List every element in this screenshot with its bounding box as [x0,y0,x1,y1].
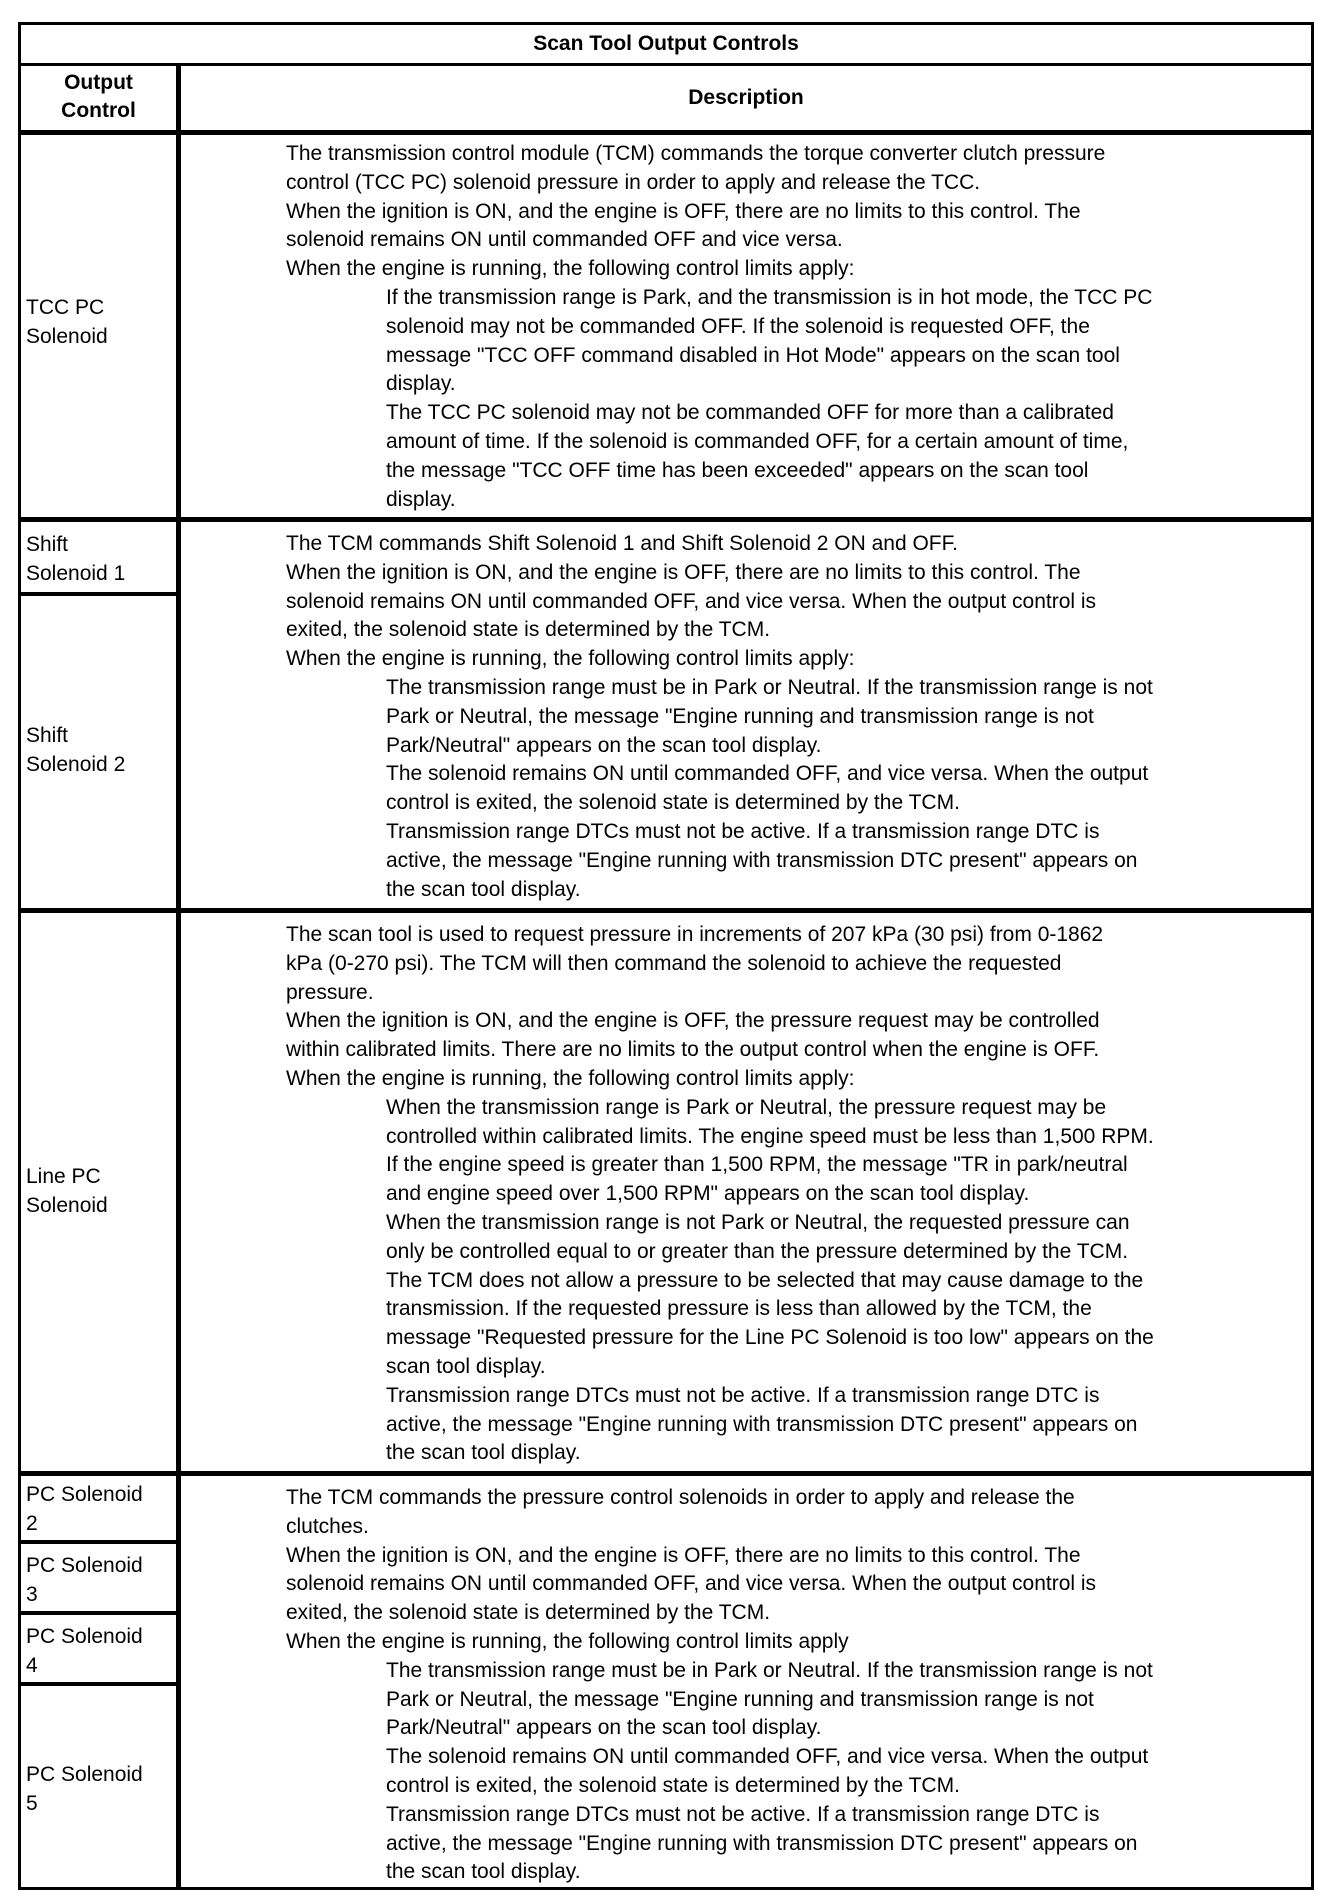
desc-line: Transmission range DTCs must not be active. If a transmission range DTC is [386,819,1100,843]
label-shift-solenoid-1 [21,530,176,588]
desc-line: When the ignition is ON, and the engine is OFF, there are no limits to this control. The [286,199,1081,223]
description-shift-solenoids [286,530,1153,904]
desc-line: When the engine is running, the following control limits apply: [286,647,855,671]
column-divider [176,66,181,1887]
label-tcc-pc-solenoid [21,293,176,351]
desc-line: The transmission control module (TCM) commands the torque converter clutch pressure [286,142,1106,165]
label-line: Shift [26,724,69,747]
desc-line: solenoid remains ON until commanded OFF, and vice versa. When the output control is [286,1572,1097,1596]
desc-line: When the ignition is ON, and the engine is OFF, the pressure request may be controlled [286,1009,1100,1033]
header-output-control [21,69,176,125]
desc-line: transmission. If the requested pressure is less than allowed by the TCM, the [386,1297,1092,1321]
desc-line: If the engine speed is greater than 1,500 RPM, the message "TR in park/neutral [386,1153,1128,1177]
label-line: 5 [26,1792,38,1815]
header-output-control-line2: Control [61,99,136,122]
subdivider-pc3 [21,1611,178,1615]
header-description: Description [688,86,804,109]
subdivider-pc4 [21,1682,178,1686]
row-divider-shift [21,908,1311,913]
label-line: Shift [26,533,69,556]
label-line: Solenoid [26,1194,108,1217]
desc-line: display. [386,487,456,511]
desc-line: clutches. [286,1514,369,1538]
desc-line: active, the message "Engine running with transmission DTC present" appears on [386,848,1138,872]
desc-line: When the engine is running, the following control limits apply [286,1629,849,1653]
desc-line: Park/Neutral" appears on the scan tool display. [386,733,822,757]
desc-line: message "Requested pressure for the Line PC Solenoid is too low" appears on the [386,1326,1154,1350]
desc-line: the message "TCC OFF time has been exceeded" appears on the scan tool [386,458,1089,482]
desc-line: amount of time. If the solenoid is commanded OFF, for a certain amount of time, [386,429,1129,453]
desc-line: When the ignition is ON, and the engine is OFF, there are no limits to this control. The [286,1543,1081,1567]
desc-line: control is exited, the solenoid state is determined by the TCM. [386,1773,960,1797]
desc-line: The TCM commands the pressure control solenoids in order to apply and release the [286,1486,1075,1509]
header-output-control-line1: Output [64,71,133,94]
label-line: TCC PC [26,296,105,319]
label-line: Solenoid [26,325,108,348]
label-pc-solenoid-5 [21,1760,176,1818]
row-divider-tcc [21,517,1311,522]
subdivider-pc2 [21,1540,178,1544]
desc-line: display. [386,372,456,396]
desc-line: Park or Neutral, the message "Engine running and transmission range is not [386,704,1094,728]
desc-line: Transmission range DTCs must not be active. If a transmission range DTC is [386,1383,1100,1407]
desc-line: When the ignition is ON, and the engine is OFF, there are no limits to this control. The [286,560,1081,584]
label-line: Solenoid 1 [26,562,126,585]
desc-line: Park or Neutral, the message "Engine running and transmission range is not [386,1687,1094,1711]
desc-line: The solenoid remains ON until commanded OFF, and vice versa. When the output [386,1745,1149,1769]
desc-line: The transmission range must be in Park or Neutral. If the transmission range is not [386,1658,1153,1682]
desc-line: The solenoid remains ON until commanded OFF, and vice versa. When the output [386,762,1149,786]
desc-line: When the transmission range is not Park or Neutral, the requested pressure can [386,1210,1130,1234]
desc-line: When the transmission range is Park or Neutral, the pressure request may be [386,1095,1107,1119]
desc-line: The TCM does not allow a pressure to be selected that may cause damage to the [386,1268,1144,1292]
scan-tool-output-controls-table [18,22,1314,1890]
desc-line: and engine speed over 1,500 RPM" appears on the scan tool display. [386,1182,1030,1206]
label-pc-solenoid-3 [21,1551,176,1609]
desc-line: solenoid may not be commanded OFF. If the solenoid is requested OFF, the [386,314,1090,338]
desc-line: The transmission range must be in Park or Neutral. If the transmission range is not [386,675,1153,699]
desc-line: exited, the solenoid state is determined by the TCM. [286,618,771,642]
label-line: 3 [26,1583,38,1606]
label-line: PC Solenoid [26,1483,143,1506]
desc-line: control is exited, the solenoid state is determined by the TCM. [386,791,960,815]
label-line: PC Solenoid [26,1625,143,1648]
desc-line: message "TCC OFF command disabled in Hot Mode" appears on the scan tool [386,343,1120,367]
desc-line: Park/Neutral" appears on the scan tool display. [386,1716,822,1740]
label-line: PC Solenoid [26,1763,143,1786]
desc-line: The TCM commands Shift Solenoid 1 and Shift Solenoid 2 ON and OFF. [286,532,958,555]
desc-line: exited, the solenoid state is determined by the TCM. [286,1601,771,1625]
table-title: Scan Tool Output Controls [533,32,799,55]
label-line: Line PC [26,1165,101,1188]
description-tcc-pc-solenoid [286,140,1152,514]
description-pc-solenoids [286,1484,1153,1887]
label-line: 4 [26,1654,38,1677]
desc-line: pressure. [286,980,374,1004]
desc-line: the scan tool display. [386,877,581,901]
desc-line: control (TCC PC) solenoid pressure in order to apply and release the TCC. [286,170,981,194]
desc-line: The TCC PC solenoid may not be commanded OFF for more than a calibrated [386,401,1114,425]
desc-line: The scan tool is used to request pressure in increments of 207 kPa (30 psi) from 0-1862 [286,923,1104,946]
desc-line: Transmission range DTCs must not be active. If a transmission range DTC is [386,1802,1100,1826]
desc-line: solenoid remains ON until commanded OFF, and vice versa. When the output control is [286,589,1097,613]
desc-line: kPa (0-270 psi). The TCM will then command the solenoid to achieve the requested [286,951,1062,975]
desc-line: within calibrated limits. There are no limits to the output control when the engine is OFF. [286,1038,1100,1062]
desc-line: If the transmission range is Park, and the transmission is in hot mode, the TCC PC [386,285,1153,309]
description-line-pc-solenoid [286,921,1154,1468]
desc-line: active, the message "Engine running with transmission DTC present" appears on [386,1831,1138,1855]
desc-line: the scan tool display. [386,1441,581,1465]
label-line: 2 [26,1512,38,1535]
desc-line: solenoid remains ON until commanded OFF and vice versa. [286,228,843,252]
desc-line: active, the message "Engine running with transmission DTC present" appears on [386,1412,1138,1436]
label-line: Solenoid 2 [26,753,126,776]
row-divider-linepc [21,1471,1311,1476]
desc-line: the scan tool display. [386,1860,581,1884]
label-pc-solenoid-4 [21,1622,176,1680]
desc-line: controlled within calibrated limits. The engine speed must be less than 1,500 RPM. [386,1124,1154,1148]
subdivider-shift1 [21,592,178,596]
desc-line: When the engine is running, the following control limits apply: [286,257,855,281]
desc-line: only be controlled equal to or greater than the pressure determined by the TCM. [386,1239,1129,1263]
header-divider [21,130,1311,135]
desc-line: scan tool display. [386,1354,546,1378]
label-pc-solenoid-2 [21,1480,176,1538]
desc-line: When the engine is running, the following control limits apply: [286,1066,855,1090]
label-shift-solenoid-2 [21,721,176,779]
label-line: PC Solenoid [26,1554,143,1577]
label-line-pc-solenoid [21,1162,176,1220]
